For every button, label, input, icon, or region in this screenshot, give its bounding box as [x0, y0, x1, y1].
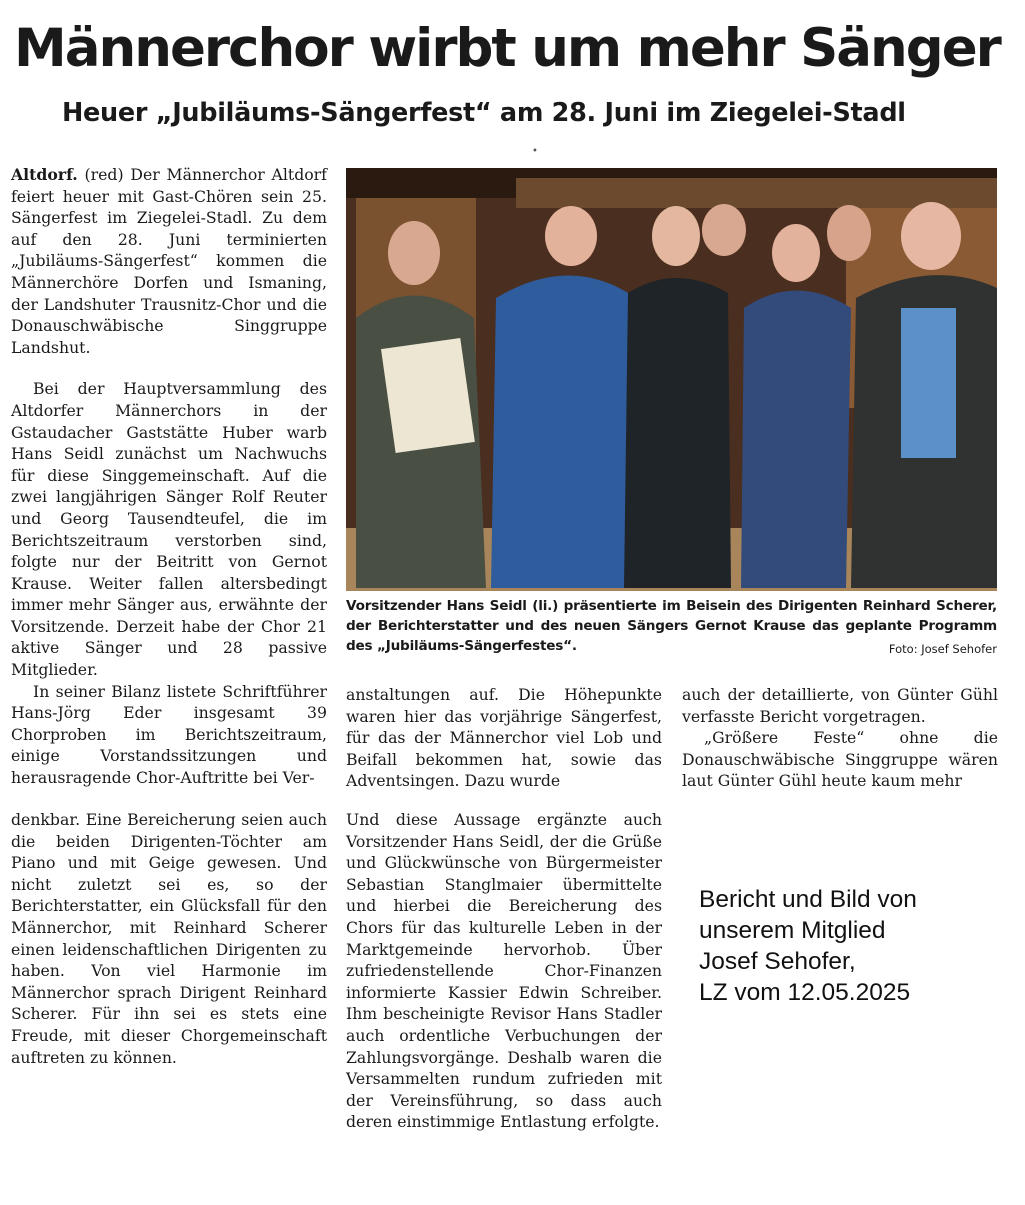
headline: Männerchor wirbt um mehr Sänger: [14, 18, 1000, 79]
photo-illustration: [346, 168, 997, 591]
paragraph: In seiner Bilanz listete Schriftführer Hans-Jörg Eder insgesamt 39 Chorproben im Berichtszeitraum, einige Vorstandssitzungen und herausragende Chor-Auftritte bei Ver-: [11, 681, 327, 788]
paragraph: Bei der Hauptversammlung des Altdorfer Männerchors in der Gstaudacher Gaststätte Huber warb Hans Seidl zunächst um Nachwuchs für diese Singgemeinschaft. Auf die zwei langjährigen Sänger Rolf Reuter und Georg Tausendteufel, die im Berichtszeitraum verstorben sind, folgte nur der Beitritt von Gernot Krause. Weiter fallen altersbedingt immer mehr Sänger aus, erwähnte der Vorsitzende. Derzeit habe der Chor 21 aktive Sänger und 28 passive Mitglieder.: [11, 379, 327, 680]
clipping-note: [699, 884, 999, 1008]
paragraph: „Größere Feste“ ohne die Donauschwäbische Singgruppe wären laut Günter Gühl heute kaum mehr: [682, 728, 998, 791]
group-photo: [346, 168, 997, 591]
note-line: unserem Mitglied: [699, 917, 886, 944]
paragraph: [11, 164, 327, 358]
paragraph: anstaltungen auf. Die Höhepunkte waren hier das vorjährige Sängerfest, für das der Männerchor viel Lob und Beifall bekommen hat, sowie das Adventsingen. Dazu wurde: [346, 685, 662, 791]
paragraph: auch der detaillierte, von Günter Gühl verfasste Bericht vorgetragen.: [682, 685, 998, 726]
subheadline: Heuer „Jubiläums-Sängerfest“ am 28. Juni im Ziegelei-Stadl: [62, 98, 906, 128]
paragraph: Und diese Aussage ergänzte auch Vorsitzender Hans Seidl, der die Grüße und Glückwünsche von Bürgermeister Sebastian Stanglmaier übermittelte und hierbei die Bereicherung des Chors für das kulturelle Leben in der Marktgemeinde hervorhob. Über zufriedenstellende Chor-Finanzen informierte Kassier Edwin Schreiber. Ihm bescheinigte Revisor Hans Stadler auch ordentliche Verbuchungen der Zahlungsvorgänge. Deshalb waren die Versammelten rundum zufrieden mit der Vereinsführung, so dass auch deren einstimmige Entlastung erfolgte.: [346, 810, 662, 1132]
article-column-1-bottom: [11, 809, 327, 1068]
note-line: LZ vom 12.05.2025: [699, 979, 911, 1006]
photo-caption: Vorsitzender Hans Seidl (li.) präsentierte im Beisein des Dirigenten Reinhard Scherer, der Berichterstatter und des neuen Sängers Gernot Krause das geplante Programm des „Jubiläums-Sängerfestes“.: [346, 598, 997, 654]
dateline: Altdorf.: [11, 165, 78, 184]
note-line: Josef Sehofer,: [699, 948, 856, 975]
note-line: Bericht und Bild von: [699, 886, 917, 913]
person-6: [827, 205, 871, 261]
person-4: [702, 204, 746, 256]
article-column-2-top: [346, 684, 662, 792]
photo-credit: Foto: Josef Sehofer: [888, 642, 997, 656]
paragraph-text: (red) Der Männerchor Altdorf feiert heuer mit Gast-Chören sein 25. Sängerfest im Ziegelei-Stadl. Zu dem auf den 28. Juni terminierten „Jubiläums-Sängerfest“ kommen die Männerchöre Dorfen und Ismaning, der Landshuter Trausnitz-Chor und die Donauschwäbische Singgruppe Landshut.: [11, 165, 327, 357]
article-column-1: [11, 164, 327, 789]
paragraph: denkbar. Eine Bereicherung seien auch die beiden Dirigenten-Töchter am Piano und mit Geige gewesen. Und nicht zuletzt sei es, so der Berichterstatter, ein Glücksfall für den Männerchor, mit Reinhard Scherer einen leidenschaftlichen Dirigenten zu haben. Von viel Harmonie im Männerchor sprach Dirigent Reinhard Scherer. Für ihn sei es stets eine Freude, mit dieser Chorgemeinschaft auftreten zu können.: [11, 810, 327, 1067]
article-column-2-bottom: [346, 809, 662, 1133]
print-mark: •: [532, 146, 538, 157]
article-column-3-top: [682, 684, 998, 792]
